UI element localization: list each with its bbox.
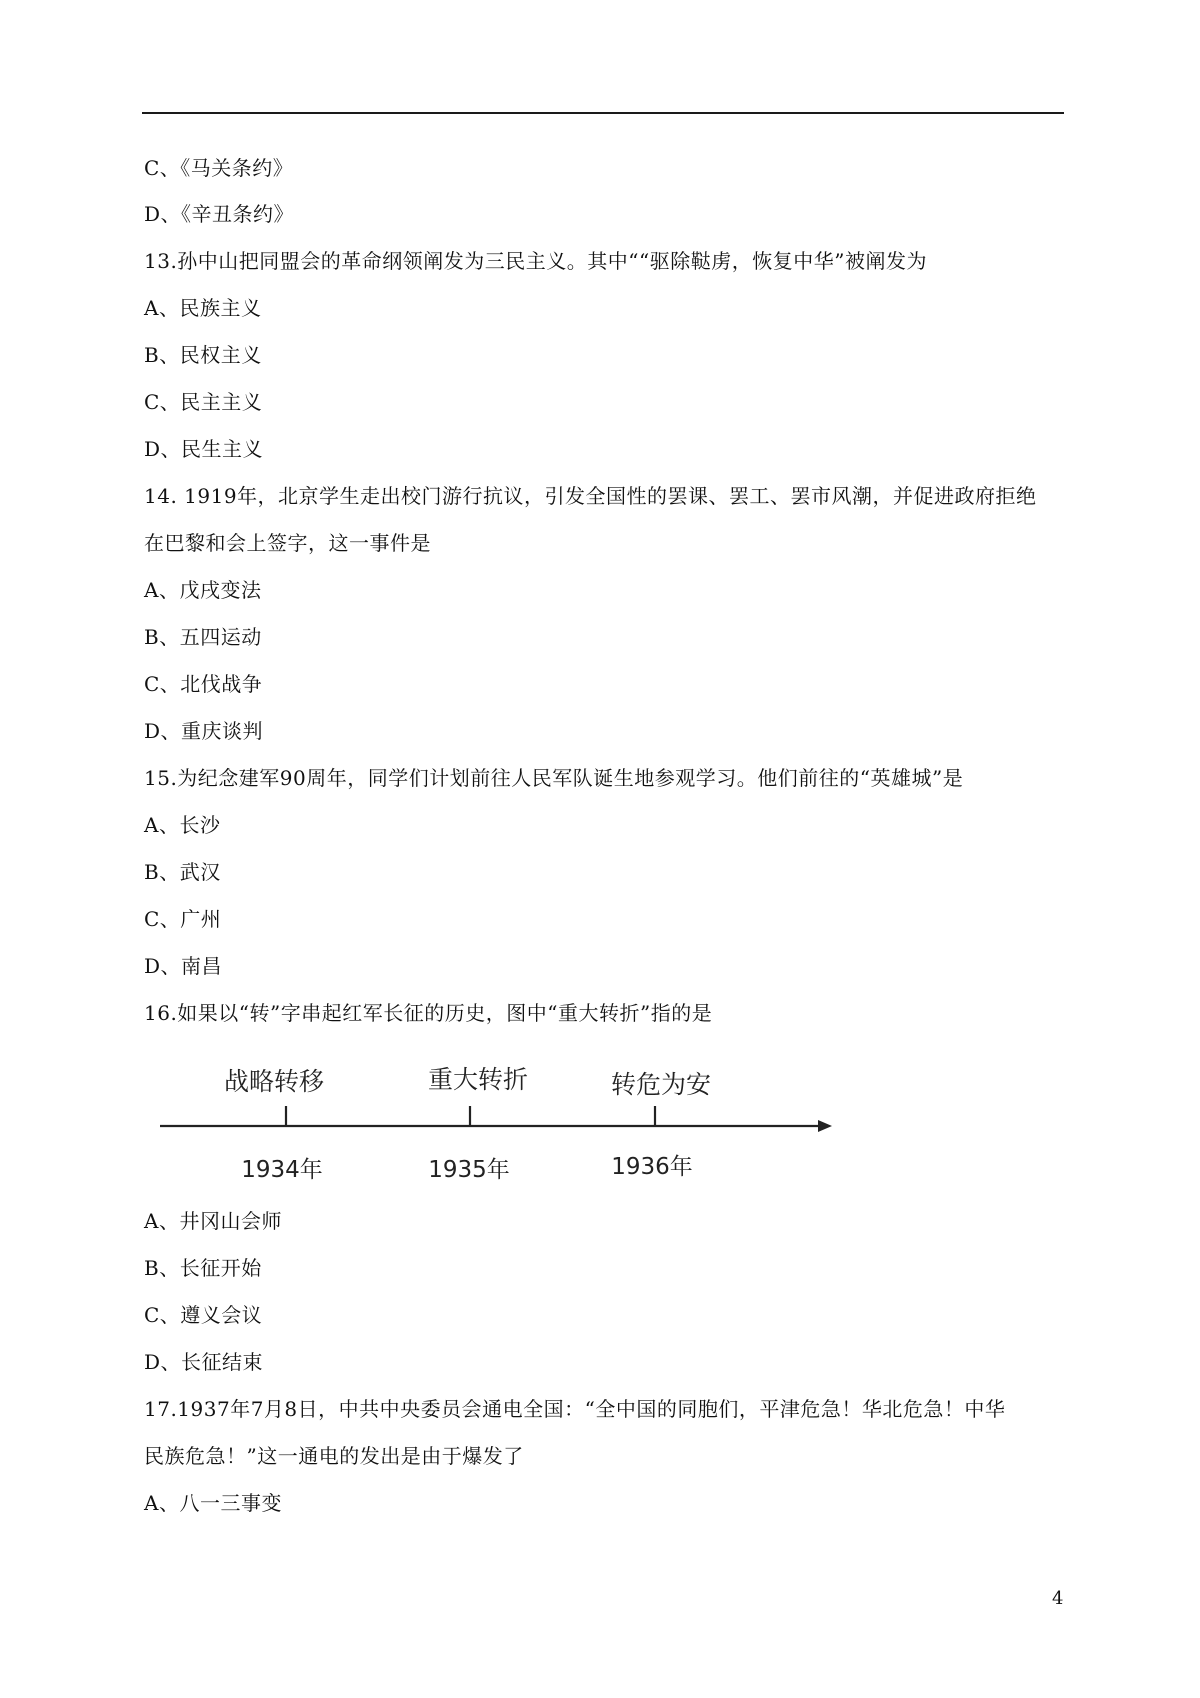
q16-option-d: D、长征结束 <box>144 1350 264 1374</box>
timeline-year-label: 1935年 <box>428 1157 510 1183</box>
q14-option-c: C、北伐战争 <box>144 672 263 696</box>
q15-option-c: C、广州 <box>144 907 222 931</box>
q17-stem-line2: 民族危急！”这一通电的发出是由于爆发了 <box>144 1444 524 1468</box>
q16-stem: 16.如果以“转”字串起红军长征的历史，图中“重大转折”指的是 <box>144 1001 713 1025</box>
q12-option-c: C、《马关条约》 <box>144 156 294 180</box>
timeline-year-label: 1936年 <box>611 1154 693 1180</box>
header-rule <box>142 112 1064 114</box>
q13-option-a: A、民族主义 <box>144 296 262 320</box>
q13-stem: 13.孙中山把同盟会的革命纲领阐发为三民主义。其中““驱除鞑虏，恢复中华”被阐发为 <box>144 249 927 273</box>
q15-option-d: D、南昌 <box>144 954 223 978</box>
q12-option-d: D、《辛丑条约》 <box>144 202 295 226</box>
q16-option-a: A、井冈山会师 <box>144 1209 282 1233</box>
timeline-event-label: 转危为安 <box>610 1070 712 1099</box>
q13-option-b: B、民权主义 <box>144 343 262 367</box>
q15-option-b: B、武汉 <box>144 860 221 884</box>
q17-stem-line1: 17.1937年7月8日，中共中央委员会通电全国：“全中国的同胞们，平津危急！华北危急！中华 <box>144 1397 1006 1421</box>
q14-option-a: A、戊戌变法 <box>144 578 262 602</box>
q14-option-b: B、五四运动 <box>144 625 262 649</box>
q16-option-b: B、长征开始 <box>144 1256 262 1280</box>
timeline-event-label: 重大转折 <box>427 1065 529 1094</box>
q13-option-d: D、民生主义 <box>144 437 264 461</box>
q14-option-d: D、重庆谈判 <box>144 719 264 743</box>
q16-option-c: C、遵义会议 <box>144 1303 263 1327</box>
timeline-arrowhead-icon <box>818 1120 832 1132</box>
q15-stem: 15.为纪念建军90周年，同学们计划前往人民军队诞生地参观学习。他们前往的“英雄城”是 <box>144 766 964 790</box>
timeline-event-label: 战略转移 <box>223 1067 325 1096</box>
q17-option-a: A、八一三事变 <box>144 1491 282 1515</box>
page-number: 4 <box>1052 1588 1064 1609</box>
q13-option-c: C、民主主义 <box>144 390 263 414</box>
q15-option-a: A、长沙 <box>144 813 221 837</box>
q14-stem-line1: 14. 1919年，北京学生走出校门游行抗议，引发全国性的罢课、罢工、罢市风潮，并促进政府拒绝 <box>144 484 1037 508</box>
q14-stem-line2: 在巴黎和会上签字，这一事件是 <box>144 531 431 555</box>
timeline-year-label: 1934年 <box>241 1157 323 1183</box>
